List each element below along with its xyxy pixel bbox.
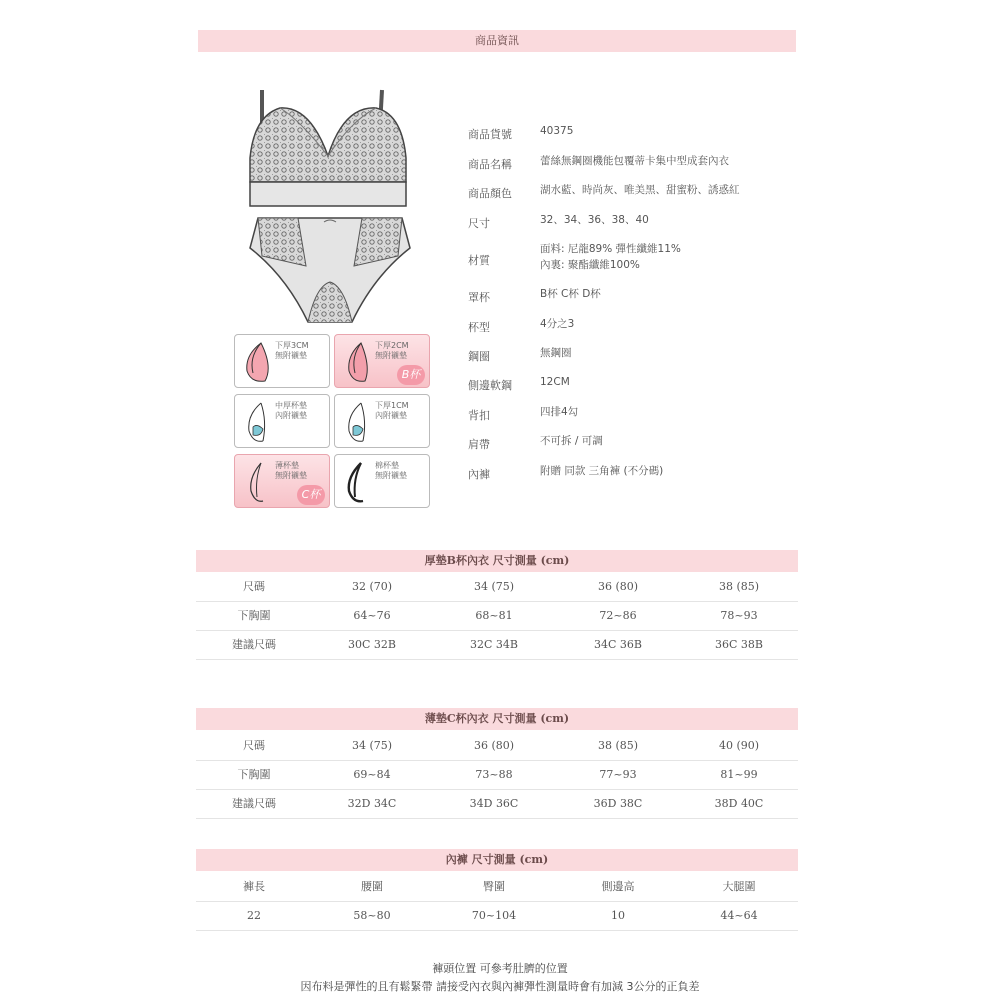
table-cell: 81~99 [720,768,758,781]
pad-label-2: 內附襯墊 [375,411,407,420]
table-cell: 70~104 [471,909,517,922]
pad-option-thin [234,454,330,508]
spec-value: 40375 [540,125,574,137]
pad-label-2: 無附襯墊 [275,351,307,360]
spec-value: 4分之3 [540,318,575,330]
pad-label-2: 無附襯墊 [375,351,407,360]
pad-label-2: 內附襯墊 [275,411,307,420]
table-row [196,901,798,931]
spec-value: 四排4勾 [540,406,579,418]
product-image [240,86,420,326]
pad-option-thick-3cm [234,334,330,388]
table-cell: 38 (85) [597,739,639,752]
table-cell: 77~93 [599,768,637,781]
table-cell: 34C 36B [594,638,642,651]
section-header-product-info [198,30,796,52]
table-cell: 32C 34B [470,638,518,651]
cup-badge-b: B杯 [397,365,425,385]
table-cell: 58~80 [353,909,391,922]
table-cell: 尺碼 [243,580,265,593]
pad-option-medium [234,394,330,448]
pad-option-cotton [334,454,430,508]
spec-label: 側邊軟鋼 [468,379,512,392]
table-b-header [196,550,798,572]
table-cell: 38 (85) [718,580,760,593]
spec-value: 32、34、36、38、40 [540,214,649,226]
table-panty-header [196,849,798,871]
spec-value: 湖水藍、時尚灰、唯美黑、甜蜜粉、誘惑紅 [540,184,740,196]
table-cell: 36D 38C [593,797,643,810]
spec-value: 不可拆 / 可調 [540,435,603,447]
table-row [196,872,798,902]
spec-label: 肩帶 [468,438,490,451]
pad-shape-icon [339,399,375,445]
table-cell: 36 (80) [597,580,639,593]
note-line-1: 褲頭位置 可參考肚臍的位置 [432,962,568,975]
table-cell: 36 (80) [473,739,515,752]
pad-shape-icon [239,459,275,505]
spec-label: 鋼圈 [468,350,490,363]
spec-label: 材質 [468,254,490,267]
section-title: 商品資訊 [475,34,519,47]
table-row [196,630,798,660]
table-cell: 78~93 [720,609,758,622]
spec-label: 罩杯 [468,291,490,304]
table-cell: 72~86 [599,609,637,622]
pad-option-thick-2cm [334,334,430,388]
note-line-2: 因布料是彈性的且有鬆緊帶 請接受內衣與內褲彈性測量時會有加減 3公分的正負差 [300,980,700,993]
table-cell: 大腿圍 [722,880,756,893]
table-cell: 下胸圍 [237,768,271,781]
table-cell: 44~64 [720,909,758,922]
pad-shape-icon [339,459,375,505]
pad-label-1: 下厚3CM [275,341,309,350]
table-cell: 建議尺碼 [232,638,276,651]
table-cell: 尺碼 [243,739,265,752]
table-cell: 34D 36C [469,797,519,810]
table-row [196,572,798,602]
table-title: 薄墊C杯內衣 尺寸測量 (cm) [424,712,570,725]
table-cell: 10 [611,909,625,922]
spec-value-2: 內裏: 聚酯纖維100% [540,259,640,271]
spec-value: 附贈 同款 三角褲 (不分碼) [540,465,664,477]
spec-value: 12CM [540,376,570,388]
table-cell: 34 (75) [473,580,515,593]
table-c-header [196,708,798,730]
table-cell: 30C 32B [348,638,396,651]
pad-label-2: 無附襯墊 [375,471,407,480]
table-cell: 69~84 [353,768,391,781]
table-row [196,760,798,790]
spec-label: 商品顏色 [468,187,512,200]
table-cell: 64~76 [353,609,391,622]
pad-label-2: 無附襯墊 [275,471,307,480]
table-cell: 73~88 [475,768,513,781]
pad-label-1: 下厚2CM [375,341,409,350]
table-cell: 32 (70) [351,580,393,593]
table-row [196,601,798,631]
pad-label-1: 薄杯墊 [275,461,299,470]
spec-label: 背扣 [468,409,490,422]
table-cell: 建議尺碼 [232,797,276,810]
spec-label: 內褲 [468,468,490,481]
table-cell: 臀圍 [483,880,505,893]
table-cell: 68~81 [475,609,513,622]
table-cell: 36C 38B [715,638,763,651]
spec-value: B杯 C杯 D杯 [540,288,601,300]
spec-value: 無鋼圈 [540,347,572,359]
table-cell: 褲長 [243,880,265,893]
spec-value: 面料: 尼龍89% 彈性纖維11% [540,243,681,255]
table-cell: 34 (75) [351,739,393,752]
pad-label-1: 中厚杯墊 [275,401,307,410]
spec-label: 杯型 [468,321,490,334]
pad-shape-icon [339,339,375,385]
pad-shape-icon [239,399,275,445]
cup-badge-c: C杯 [297,485,325,505]
table-row [196,789,798,819]
table-cell: 下胸圍 [237,609,271,622]
table-cell: 32D 34C [347,797,397,810]
table-title: 內褲 尺寸測量 (cm) [445,853,549,866]
table-cell: 22 [247,909,261,922]
spec-label: 尺寸 [468,217,490,230]
pad-label-1: 棉杯墊 [375,461,399,470]
pad-label-1: 下厚1CM [375,401,409,410]
spec-label: 商品名稱 [468,158,512,171]
table-cell: 側邊高 [601,880,635,893]
table-title: 厚墊B杯內衣 尺寸測量 (cm) [424,554,570,567]
spec-value: 蕾絲無鋼圈機能包覆蒂卡集中型成套內衣 [540,155,729,167]
table-row [196,731,798,761]
table-cell: 38D 40C [714,797,764,810]
table-cell: 腰圍 [361,880,383,893]
pad-option-1cm [334,394,430,448]
pad-shape-icon [239,339,275,385]
table-cell: 40 (90) [718,739,760,752]
spec-label: 商品貨號 [468,128,512,141]
